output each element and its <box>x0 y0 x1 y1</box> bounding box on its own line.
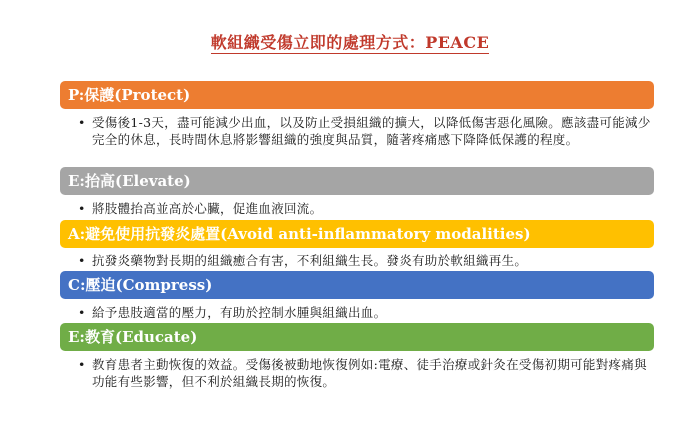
slide-title-text: 軟組織受傷立即的處理方式：PEACE <box>210 33 490 52</box>
section-bullet-compress: • 給予患肢適當的壓力，有助於控制水腫與組織出血。 <box>78 304 658 321</box>
section-header-elevate: E:抬高(Elevate) <box>60 167 654 195</box>
section-list-avoid <box>78 252 658 269</box>
section-list-elevate <box>78 200 658 217</box>
section-bullet-educate: • 教育患者主動恢復的效益。受傷後被動地恢復例如:電療、徒手治療或針灸在受傷初期可能對疼痛與功能有些影響，但不利於組織長期的恢復。 <box>78 356 658 390</box>
section-list-compress <box>78 304 658 321</box>
section-header-educate: E:教育(Educate) <box>60 323 654 351</box>
section-list-educate <box>78 356 658 390</box>
section-header-compress: C:壓迫(Compress) <box>60 271 654 299</box>
section-header-protect: P:保護(Protect) <box>60 81 654 109</box>
section-list-protect <box>78 114 658 148</box>
slide-title <box>0 30 700 53</box>
section-header-avoid: A:避免使用抗發炎處置(Avoid anti-inflammatory modalities) <box>60 220 654 248</box>
section-bullet-elevate: • 將肢體抬高並高於心臟，促進血液回流。 <box>78 200 658 217</box>
section-bullet-avoid: • 抗發炎藥物對長期的組織癒合有害，不利組織生長。發炎有助於軟組織再生。 <box>78 252 658 269</box>
section-bullet-protect: • 受傷後1-3天，盡可能減少出血，以及防止受損組織的擴大，以降低傷害惡化風險。應該盡可能減少完全的休息，長時間休息將影響組織的強度與品質，隨著疼痛感下降降低保護的程度。 <box>78 114 658 148</box>
